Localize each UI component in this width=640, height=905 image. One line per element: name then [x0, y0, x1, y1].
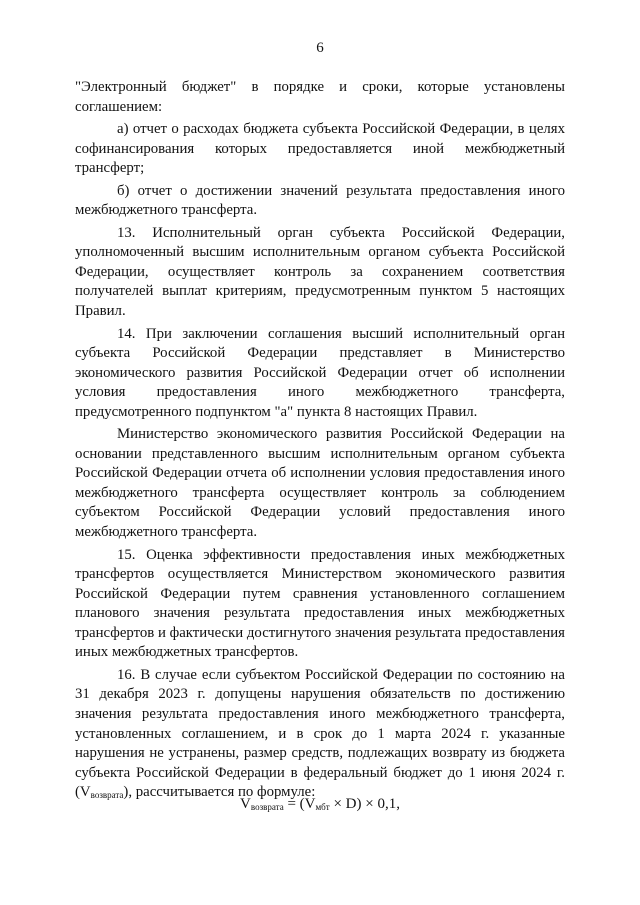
paragraph-item-b: б) отчет о достижении значений результата предоставления иного межбюджетного трансферта. — [75, 182, 565, 219]
paragraph-16 — [75, 666, 565, 803]
formula-equals: = (V — [283, 796, 316, 812]
formula-rest: × D) × 0,1, — [329, 796, 400, 812]
formula-v: V — [240, 796, 251, 812]
page-number: 6 — [316, 40, 324, 56]
paragraph-15: 15. Оценка эффективности предоставления иных межбюджетных трансфертов осуществляется Министерством экономического развития Российской Федерации путем сравнения установленного соглашением планового значения результата предоставления иных межбюджетных трансфертов и фактически достигнутого значения результата предоставления иных межбюджетных трансфертов. — [75, 546, 565, 661]
paragraph-16-tail: ), рассчитывается по формуле: — [123, 784, 316, 801]
formula — [0, 796, 640, 813]
paragraph-ministry-control: Министерство экономического развития Российской Федерации на основании представленного высшим исполнительным органом субъекта Российской Федерации отчета об исполнении условия предоставления иного межбюджетного трансферта осуществляет контроль за соблюдением субъектом Российской Федерации условий предоставления иного межбюджетного трансферта. — [75, 426, 565, 541]
formula-mbt-subscript: мбт — [315, 802, 330, 812]
paragraph-16-text: 16. В случае если субъектом Российской Федерации по состоянию на 31 декабря 2023 г. допущены нарушения обязательств по достижению значения результата предоставления иного межбюджетного трансферта, установленных соглашением, и в срок до 1 марта 2024 г. указанные нарушения не устранены, размер средств, подлежащих возврату из бюджета субъекта Российской Федерации в федеральный бюджет до 1 июня 2024 г. (V — [75, 666, 565, 801]
paragraph-continuation: "Электронный бюджет" в порядке и сроки, которые установлены соглашением: — [75, 79, 565, 115]
v-return-subscript: возврата — [90, 790, 124, 801]
paragraph-14: 14. При заключении соглашения высший исполнительный орган субъекта Российской Федерации представляет в Министерство экономического развития Российской Федерации отчет об исполнении условия предоставления иного межбюджетного трансферта, предусмотренного подпунктом "а" пункта 8 настоящих Правил. — [75, 325, 565, 420]
document-body — [75, 78, 565, 803]
paragraph-13: 13. Исполнительный орган субъекта Российской Федерации, уполномоченный высшим исполнительным органом субъекта Российской Федерации, осуществляет контроль за сохранением соответствия получателей выплат критериям, предусмотренным пунктом 5 настоящих Правил. — [75, 224, 565, 320]
paragraph-item-a: а) отчет о расходах бюджета субъекта Российской Федерации, в целях софинансирования которых предоставляется иной межбюджетный трансферт; — [75, 121, 565, 177]
formula-v-subscript: возврата — [250, 802, 284, 812]
